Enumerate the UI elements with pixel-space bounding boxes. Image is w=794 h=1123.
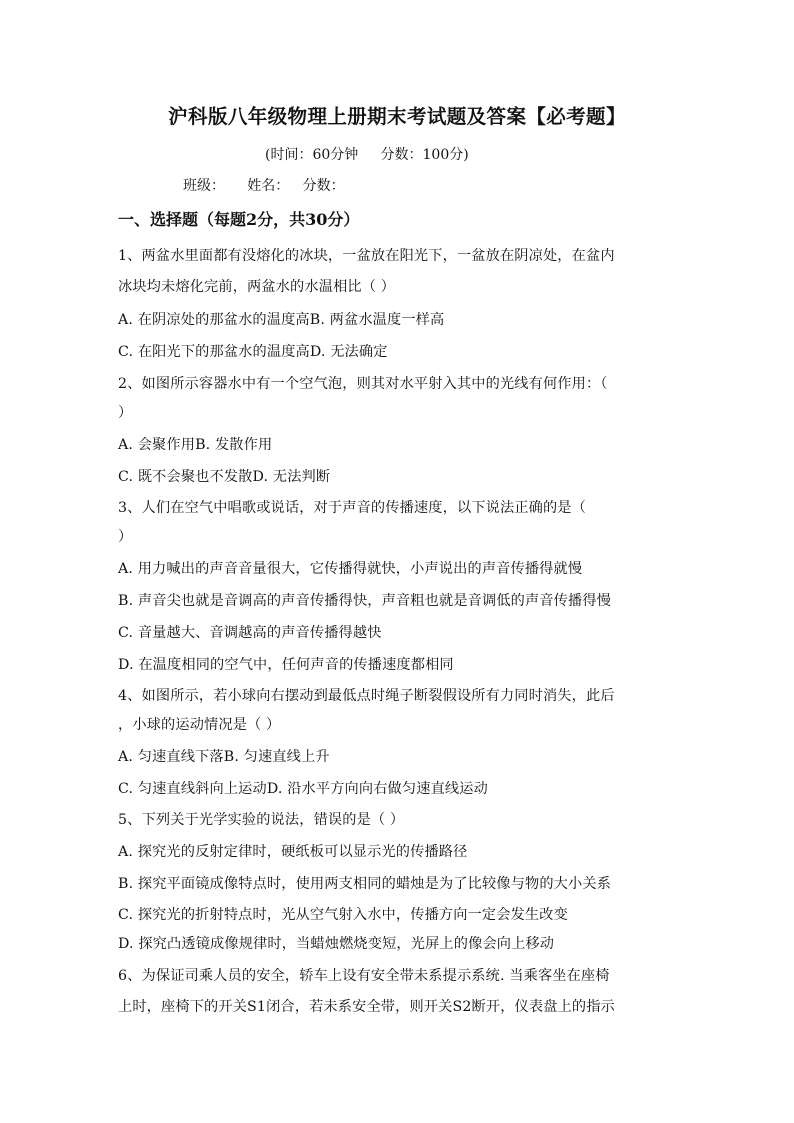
option-line: A. 用力喊出的声音音量很大，它传播得就快，小声说出的声音传播得就慢	[118, 561, 583, 577]
option-line: B. 探究平面镜成像特点时，使用两支相同的蜡烛是为了比较像与物的大小关系	[118, 876, 612, 892]
option-line: C. 匀速直线斜向上运动D. 沿水平方向向右做匀速直线运动	[118, 781, 488, 797]
option-line: C. 既不会聚也不发散D. 无法判断	[118, 469, 331, 485]
question-line: 4、如图所示，若小球向右摆动到最低点时绳子断裂假设所有力同时消失，此后	[118, 688, 615, 704]
option-line: C. 音量越大、音调越高的声音传播得越快	[118, 625, 382, 641]
option-line: C. 探究光的折射特点时，光从空气射入水中，传播方向一定会发生改变	[118, 907, 568, 923]
question-line: 1、两盆水里面都有没熔化的冰块，一盆放在阳光下，一盆放在阴凉处，在盆内	[118, 248, 615, 264]
question-line: ）	[118, 405, 133, 421]
question-line: 6、为保证司乘人员的安全，轿车上设有安全带未系提示系统. 当乘客坐在座椅	[118, 968, 610, 984]
question-line: 2、如图所示容器水中有一个空气泡，则其对水平射入其中的光线有何作用：（	[118, 376, 608, 392]
option-line: D. 探究凸透镜成像规律时，当蜡烛燃烧变短，光屏上的像会向上移动	[118, 936, 555, 952]
option-line: A. 匀速直线下落B. 匀速直线上升	[118, 749, 330, 765]
option-line: A. 在阴凉处的那盆水的温度高B. 两盆水温度一样高	[118, 312, 445, 328]
section-heading-multiple-choice: 一、选择题（每题2分，共30分）	[118, 210, 360, 229]
option-line: A. 会聚作用B. 发散作用	[118, 437, 273, 453]
document-title: 沪科版八年级物理上册期末考试题及答案【必考题】	[168, 105, 626, 128]
option-line: D. 在温度相同的空气中，任何声音的传播速度都相同	[118, 657, 454, 673]
question-line: 冰块均未熔化完前，两盆水的水温相比（ ）	[118, 279, 396, 295]
option-line: C. 在阳光下的那盆水的温度高D. 无法确定	[118, 344, 388, 360]
question-line: 上时，座椅下的开关S1闭合，若未系安全带，则开关S2断开，仪表盘上的指示	[118, 999, 615, 1015]
exam-time-score-info: (时间：60分钟 分数：100分)	[265, 147, 469, 163]
question-line: 5、下列关于光学实验的说法，错误的是（ ）	[118, 812, 405, 828]
option-line: B. 声音尖也就是音调高的声音传播得快，声音粗也就是音调低的声音传播得慢	[118, 593, 612, 609]
question-line: 3、人们在空气中唱歌或说话，对于声音的传播速度，以下说法正确的是（	[118, 500, 586, 516]
question-line: ）	[118, 529, 133, 545]
option-line: A. 探究光的反射定律时，硬纸板可以显示光的传播路径	[118, 844, 468, 860]
student-info-fields: 班级： 姓名： 分数：	[183, 178, 345, 194]
question-line: ，小球的运动情况是（ ）	[118, 717, 281, 733]
